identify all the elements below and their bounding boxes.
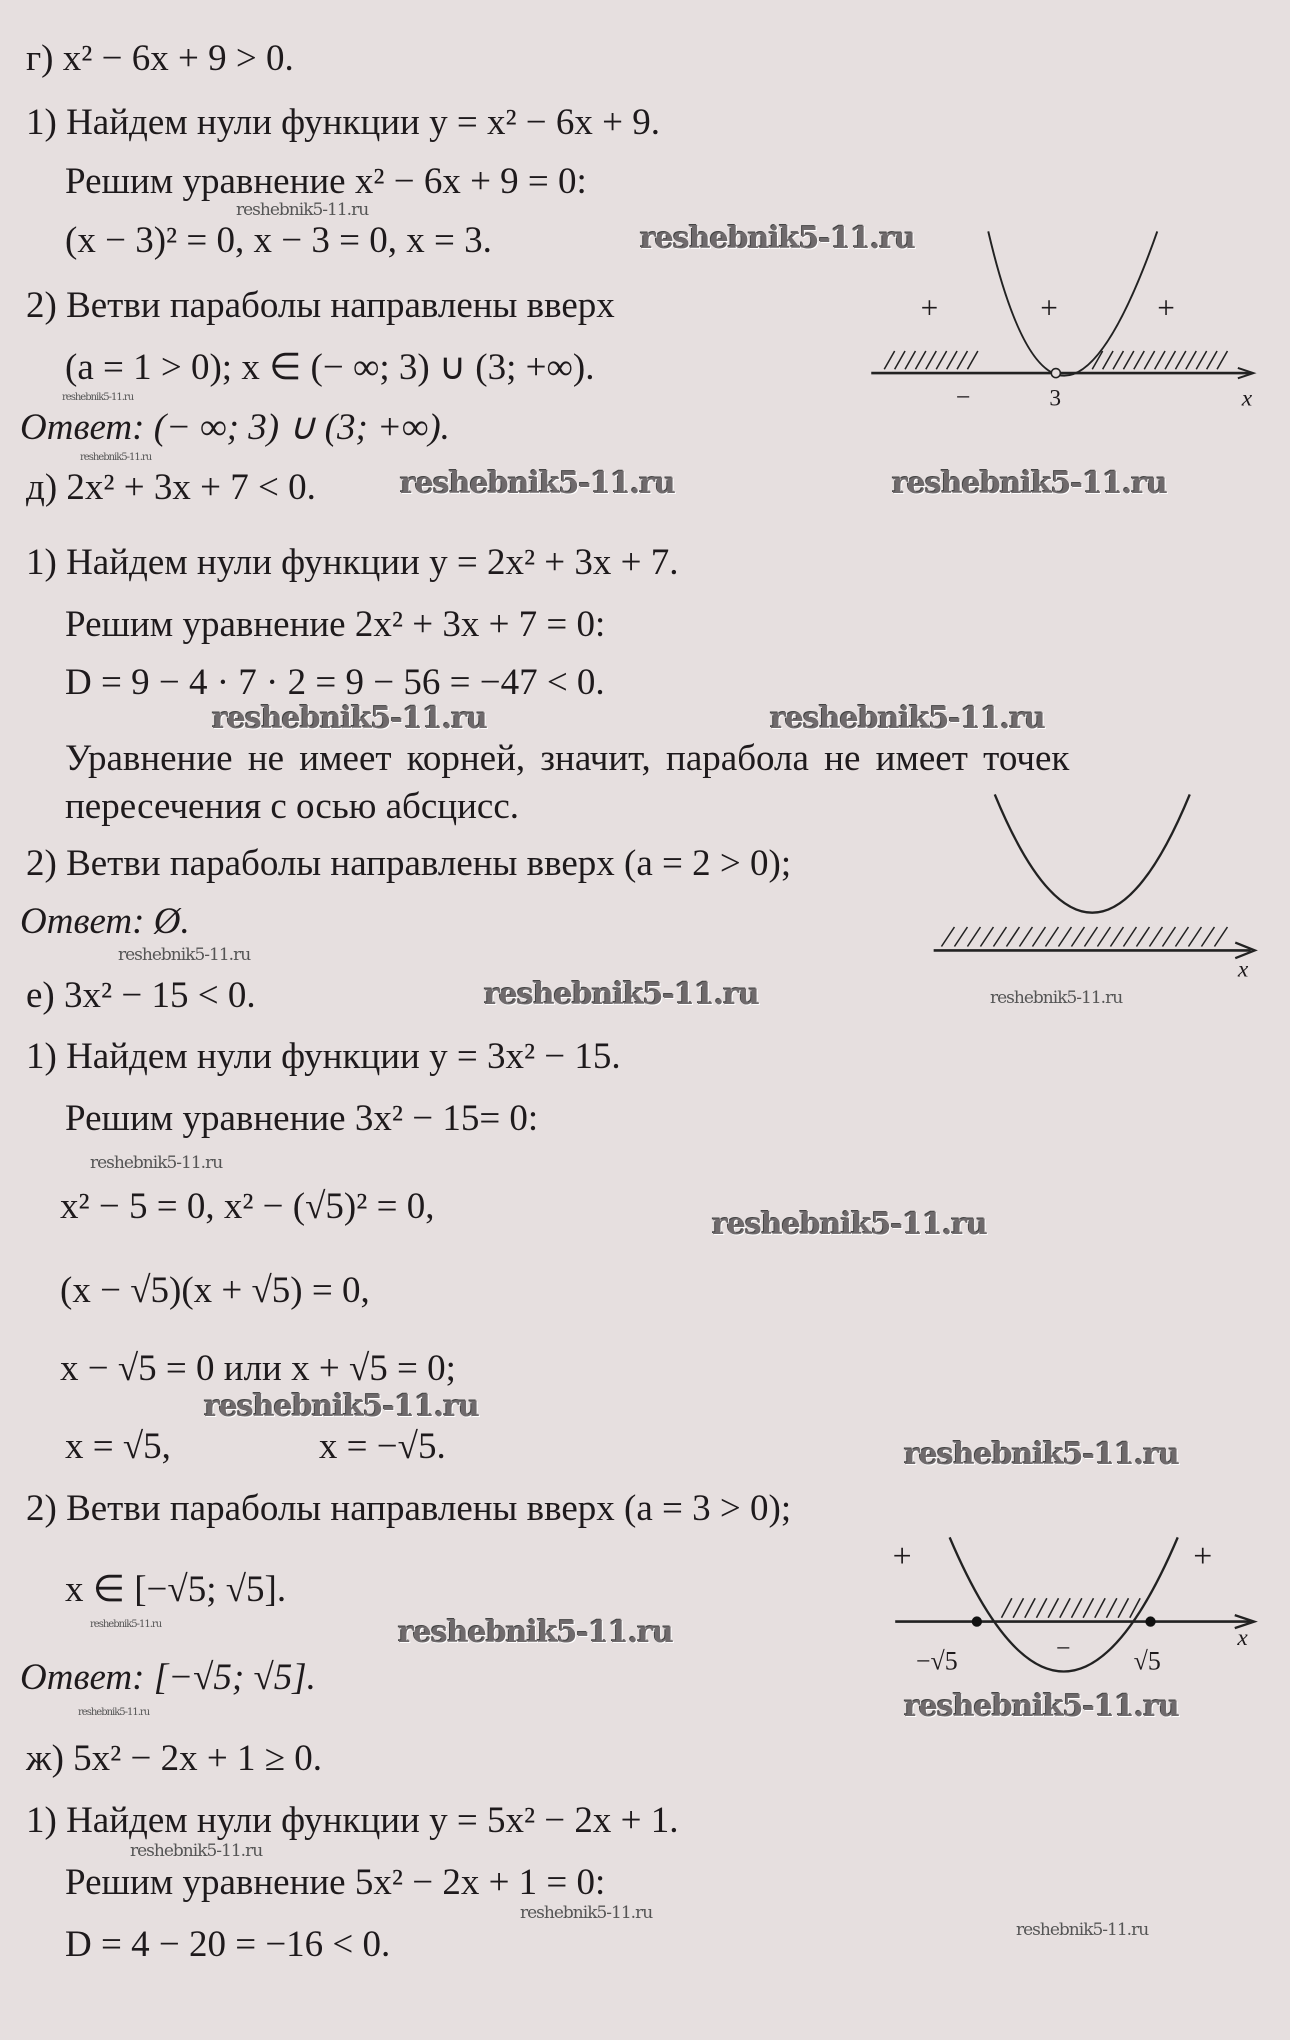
step-text: пересечения с осью абсцисс.: [65, 786, 519, 827]
answer-text: Ответ: (− ∞; 3) ∪ (3; +∞).: [20, 407, 450, 448]
watermark: reshebnik5-11.ru: [990, 988, 1123, 1008]
parabola-graph-1: [858, 221, 1268, 416]
step-text: 1) Найдем нули функции y = 3x² − 15.: [26, 1036, 621, 1077]
watermark: reshebnik5-11.ru: [640, 221, 915, 256]
watermark: reshebnik5-11.ru: [212, 701, 487, 736]
step-text: x − √5 = 0 или x + √5 = 0;: [60, 1348, 456, 1389]
root-right-label: √5: [1133, 1646, 1161, 1676]
sign-plus: +: [1193, 1538, 1213, 1576]
step-text: 1) Найдем нули функции y = x² − 6x + 9.: [26, 102, 661, 143]
watermark: reshebnik5-11.ru: [118, 945, 251, 965]
watermark: reshebnik5-11.ru: [130, 1841, 263, 1861]
empty-point: [1051, 369, 1060, 378]
sign-plus: +: [892, 1538, 912, 1576]
step-text: 2) Ветви параболы направлены вверх: [26, 285, 615, 326]
watermark: reshebnik5-11.ru: [90, 1619, 162, 1630]
watermark: reshebnik5-11.ru: [904, 1689, 1179, 1724]
watermark: reshebnik5-11.ru: [78, 1707, 150, 1718]
watermark: reshebnik5-11.ru: [484, 977, 759, 1012]
watermark: reshebnik5-11.ru: [62, 392, 134, 403]
step-text: x ∈ [−√5; √5].: [65, 1569, 287, 1610]
answer-text: Ответ: [−√5; √5].: [20, 1657, 316, 1698]
watermark: reshebnik5-11.ru: [398, 1615, 673, 1650]
sign-plus: +: [920, 290, 939, 326]
step-text: (x − 3)² = 0, x − 3 = 0, x = 3.: [65, 220, 492, 261]
watermark: reshebnik5-11.ru: [204, 1389, 479, 1424]
task-d-heading: д) 2x² + 3x + 7 < 0.: [26, 467, 316, 508]
axis-label: x: [1241, 385, 1253, 412]
watermark: reshebnik5-11.ru: [236, 200, 369, 220]
watermark: reshebnik5-11.ru: [1016, 1920, 1149, 1940]
step-text: D = 9 − 4 · 7 · 2 = 9 − 56 = −47 < 0.: [65, 662, 605, 703]
sign-plus: +: [1157, 290, 1175, 326]
watermark: reshebnik5-11.ru: [80, 452, 152, 463]
step-text: D = 4 − 20 = −16 < 0.: [65, 1924, 391, 1965]
step-text: x = √5, x = −√5.: [65, 1426, 446, 1467]
step-text: Решим уравнение x² − 6x + 9 = 0:: [65, 161, 587, 202]
watermark: reshebnik5-11.ru: [400, 466, 675, 501]
step-text: 1) Найдем нули функции y = 2x² + 3x + 7.: [26, 542, 679, 583]
parabola-graph-2: [923, 784, 1268, 992]
root-left-label: −√5: [915, 1646, 958, 1676]
step-text: 2) Ветви параболы направлены вверх (a = 2 > 0);: [26, 843, 792, 884]
axis-label: x: [1237, 956, 1249, 983]
watermark: reshebnik5-11.ru: [712, 1207, 987, 1242]
sign-minus: −: [1055, 1633, 1071, 1663]
step-text: Уравнение не имеет корней, значит, парабола не имеет точек: [65, 738, 1070, 779]
sign-plus: +: [1040, 290, 1058, 326]
answer-text: Ответ: Ø.: [20, 901, 190, 942]
watermark: reshebnik5-11.ru: [904, 1437, 1179, 1472]
root-label: 3: [1049, 385, 1062, 412]
step-text: Решим уравнение 2x² + 3x + 7 = 0:: [65, 604, 606, 645]
step-text: Решим уравнение 5x² − 2x + 1 = 0:: [65, 1862, 606, 1903]
step-text: 2) Ветви параболы направлены вверх (a = 3 > 0);: [26, 1488, 792, 1529]
step-text: x² − 5 = 0, x² − (√5)² = 0,: [60, 1186, 435, 1227]
sign-minus: −: [955, 382, 971, 412]
watermark: reshebnik5-11.ru: [90, 1153, 223, 1173]
axis-label: x: [1237, 1624, 1248, 1651]
filled-point: [1145, 1616, 1155, 1626]
parabola-graph-3: [884, 1527, 1268, 1689]
task-g-heading: г) x² − 6x + 9 > 0.: [26, 38, 294, 79]
watermark: reshebnik5-11.ru: [520, 1903, 653, 1923]
parabola-curve: [995, 794, 1190, 912]
step-text: Решим уравнение 3x² − 15= 0:: [65, 1098, 539, 1139]
filled-point: [972, 1616, 982, 1626]
task-zh-heading: ж) 5x² − 2x + 1 ≥ 0.: [26, 1738, 323, 1779]
task-e-heading: е) 3x² − 15 < 0.: [26, 975, 256, 1016]
watermark: reshebnik5-11.ru: [770, 701, 1045, 736]
watermark: reshebnik5-11.ru: [892, 466, 1167, 501]
step-text: 1) Найдем нули функции y = 5x² − 2x + 1.: [26, 1800, 679, 1841]
step-text: (x − √5)(x + √5) = 0,: [60, 1270, 370, 1311]
step-text: (a = 1 > 0); x ∈ (− ∞; 3) ∪ (3; +∞).: [65, 347, 595, 388]
